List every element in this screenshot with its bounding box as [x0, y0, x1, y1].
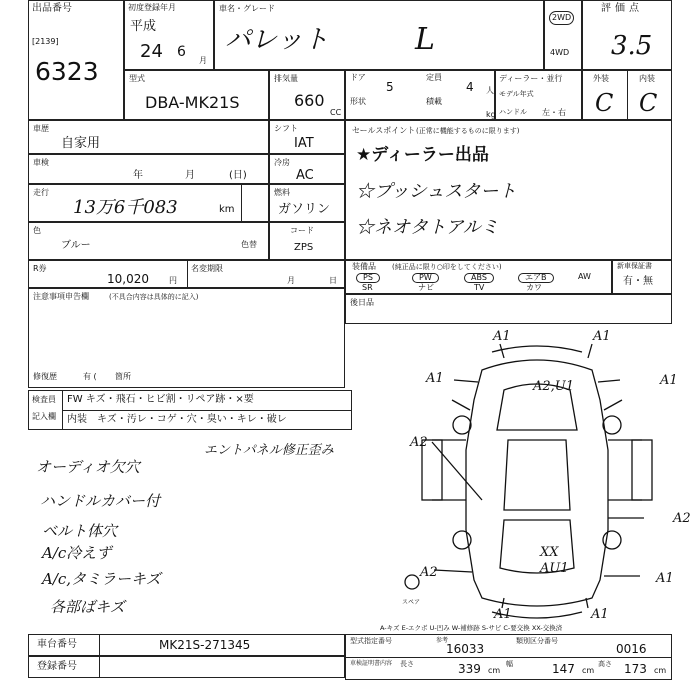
ac-label: 冷房 — [274, 158, 290, 167]
sales-point-3: ☆ネオタトアルミ — [356, 217, 499, 238]
handle-value: 左・右 — [542, 108, 566, 117]
recycle-row — [28, 260, 345, 288]
fuel-label: 燃料 — [274, 188, 290, 197]
class-value: 0016 — [616, 642, 647, 656]
ac-value: AC — [296, 168, 314, 183]
drive-4wd: 4WD — [550, 48, 570, 57]
ref-label-1: 参考 — [436, 637, 449, 644]
equip-sr: SR — [362, 283, 373, 292]
remark-line-6: 各部ばキズ — [50, 598, 125, 616]
color-code-row — [269, 222, 345, 260]
lot-box — [28, 0, 124, 120]
shift-row — [269, 120, 345, 154]
mark-a2-u1-roof: A2,U1 — [533, 379, 575, 394]
mark-a1-bottom-left: A1 — [494, 607, 512, 622]
history-value: 自家用 — [61, 136, 101, 151]
mileage-label: 走行 — [33, 188, 49, 197]
auction-sheet — [28, 0, 691, 700]
inspection-label: 車検 — [33, 158, 49, 167]
mileage-value: 13万6千083 — [73, 197, 178, 218]
notes-area — [28, 288, 345, 388]
notes-sub: (不具合内容は具体的に記入) — [109, 293, 199, 301]
mark-a2-right: A2 — [673, 511, 691, 526]
remark-line-4: A/c冷えず — [42, 544, 112, 562]
ac-row — [269, 154, 345, 184]
model-year-label: モデル年式 — [499, 90, 534, 98]
model-spec: 16033 — [446, 642, 485, 656]
car-damage-diagram — [412, 330, 662, 620]
history-row — [28, 120, 269, 154]
class-label: 類別区分番号 — [516, 637, 558, 645]
warranty-box — [612, 260, 672, 294]
remark-line-0: エントパネル修正歪み — [204, 443, 334, 458]
name-change-label: 名変期限 — [191, 264, 223, 273]
grade: L — [415, 22, 435, 57]
name-box — [214, 0, 544, 70]
warranty-value: 有・無 — [623, 276, 653, 287]
model-code: DBA-MK21S — [145, 93, 240, 112]
length-label: 長さ — [400, 660, 414, 668]
equip-abs: ABS — [464, 273, 494, 283]
shift-label: シフト — [274, 124, 298, 133]
mark-a1-rear-right: A1 — [656, 571, 674, 586]
mileage-row — [28, 184, 269, 222]
remark-line-5: A/c,タミラーキズ — [42, 570, 161, 588]
month-unit: 月 — [199, 56, 207, 65]
kg-unit: kg — [486, 110, 496, 119]
lot-sub: [2139] — [32, 37, 59, 46]
inspector-row-2-prefix: 内装 — [67, 414, 87, 425]
inspection-month: 月 — [185, 170, 195, 181]
first-reg-label: 初度登録年月 — [128, 3, 176, 12]
height-unit: cm — [654, 666, 667, 675]
cert-box — [345, 634, 672, 680]
model-code-box — [124, 70, 269, 120]
equipment-sub: (純正品に限り○印をしてください) — [392, 263, 502, 271]
remark-line-3: ベルト体穴 — [42, 522, 118, 540]
yen-unit: 円 — [169, 276, 177, 285]
reg-label: 登録番号 — [37, 661, 77, 672]
width-unit: cm — [582, 666, 595, 675]
inspection-day: (日) — [229, 170, 247, 181]
capacity-unit: 人 — [486, 86, 494, 95]
equip-aw: AW — [578, 272, 591, 281]
fuel-row — [269, 184, 345, 222]
warranty-label: 新車保証書 — [617, 262, 652, 270]
recycle-label: R券 — [33, 264, 47, 273]
history-label: 車歴 — [33, 124, 49, 133]
exterior-interior-box — [582, 70, 672, 120]
after-item-box — [345, 294, 672, 324]
year: 24 — [140, 41, 163, 62]
model-name: パレット — [225, 25, 329, 55]
inspection-row — [28, 154, 269, 184]
exterior-grade: C — [595, 89, 614, 117]
height-label: 高さ — [598, 660, 612, 668]
shift-value: IAT — [294, 136, 314, 151]
recycle-value: 10,020 — [107, 272, 149, 286]
color-label: 色 — [33, 226, 41, 235]
fuel-value: ガソリン — [278, 202, 331, 217]
repair-suffix: 箇所 — [115, 372, 131, 381]
equip-tv: TV — [474, 283, 485, 292]
capacity: 4 — [466, 80, 474, 94]
repair-value: 有 ( — [83, 372, 97, 381]
handle-label: ハンドル — [499, 108, 527, 116]
specs-box — [345, 70, 495, 120]
drive-box — [544, 0, 582, 70]
model-spec-label: 型式指定番号 — [350, 637, 392, 645]
exterior-label: 外装 — [593, 74, 609, 83]
mark-a1-left: A1 — [426, 371, 444, 386]
sales-sub: (正常に機能するものに限ります) — [416, 127, 520, 135]
model-code-label: 型式 — [129, 74, 145, 83]
repair-label: 修復歴 — [33, 372, 57, 381]
eval-label: 評価点 — [601, 3, 643, 14]
chassis-value: MK21S-271345 — [159, 638, 251, 652]
name-change-day: 日 — [329, 276, 337, 285]
equipment-label: 装備品 — [352, 262, 376, 271]
cc-unit: CC — [330, 108, 342, 117]
color-row — [28, 222, 269, 260]
inspector-label-2: 記入欄 — [32, 412, 56, 421]
after-label: 後日品 — [350, 298, 374, 307]
doors-label: ドア — [350, 73, 366, 82]
height-value: 173 — [624, 662, 647, 676]
sales-point-2: ☆プッシュスタート — [356, 181, 517, 202]
color-change-label: 色替 — [241, 240, 257, 249]
sales-box — [345, 120, 672, 260]
inspector-label-1: 検査員 — [32, 395, 56, 404]
lot-label: 出品番号 — [32, 3, 72, 14]
color-code-label: コード — [290, 226, 314, 235]
registration-row — [28, 656, 345, 678]
mark-a1-top-right: A1 — [593, 329, 611, 344]
inspector-row-2: キズ・汚レ・コゲ・穴・臭い・キレ・破レ — [97, 414, 287, 425]
notes-label: 注意事項申告欄 — [33, 292, 89, 301]
name-change-month: 月 — [287, 276, 295, 285]
sales-label: セールスポイント — [352, 126, 416, 135]
equip-leather: カワ — [526, 283, 542, 292]
dealer-box — [495, 70, 582, 120]
interior-label: 内装 — [639, 74, 655, 83]
eval-score: 3.5 — [611, 31, 653, 61]
inspection-year: 年 — [133, 170, 143, 181]
mark-a2-rear-left: A2 — [420, 565, 438, 580]
spare-label: スペア — [402, 599, 421, 606]
first-reg-box — [124, 0, 214, 70]
chassis-row — [28, 634, 345, 656]
inspector-box — [28, 390, 352, 430]
remark-line-1: オーディオ欠穴 — [36, 458, 140, 476]
eval-box — [582, 0, 672, 70]
mark-a1-right: A1 — [660, 373, 678, 388]
remark-line-2: ハンドルカバー付 — [40, 492, 161, 510]
capacity-label: 定員 — [426, 73, 442, 82]
displacement: 660 — [294, 91, 325, 110]
equip-ps: PS — [356, 273, 380, 283]
equip-airbag: エアB — [518, 273, 554, 283]
length-value: 339 — [458, 662, 481, 676]
chassis-label: 車台番号 — [37, 639, 77, 650]
drive-2wd: 2WD — [549, 11, 574, 25]
lot-number: 6323 — [35, 57, 99, 86]
inspector-row-1: FW キズ・飛石・ヒビ割・リペア跡・×要 — [67, 394, 254, 405]
shape-label: 形状 — [350, 97, 366, 106]
sales-point-1: ★ディーラー出品 — [356, 145, 489, 165]
mark-a1-bottom-right: A1 — [591, 607, 609, 622]
dealer-label: ディーラー・並行 — [499, 74, 563, 83]
mark-a2-left-door: A2 — [410, 435, 428, 450]
era: 平成 — [130, 19, 157, 34]
width-label: 幅 — [506, 660, 513, 668]
width-value: 147 — [552, 662, 575, 676]
equip-navi: ナビ — [418, 283, 434, 292]
mark-au1: AU1 — [540, 561, 569, 576]
damage-legend: A-キズ E-エクボ U-凹み W-補修跡 S-サビ C-要交換 XX-交換済 — [380, 624, 563, 632]
month: 6 — [177, 44, 186, 60]
equip-pw: PW — [412, 273, 439, 283]
interior-grade: C — [639, 89, 658, 117]
name-label: 車名・グレード — [219, 4, 275, 13]
mark-a1-top-left: A1 — [493, 329, 511, 344]
length-unit: cm — [488, 666, 501, 675]
load-label: 積載 — [426, 97, 442, 106]
equipment-box — [345, 260, 612, 294]
mark-xx: XX — [540, 545, 559, 560]
displacement-box — [269, 70, 345, 120]
km-unit: km — [219, 204, 235, 215]
displacement-label: 排気量 — [274, 74, 298, 83]
color-code: ZPS — [294, 242, 314, 253]
cert-label: 車検証明書内容 — [350, 660, 393, 667]
color-value: ブルー — [61, 240, 91, 251]
doors: 5 — [386, 80, 394, 94]
